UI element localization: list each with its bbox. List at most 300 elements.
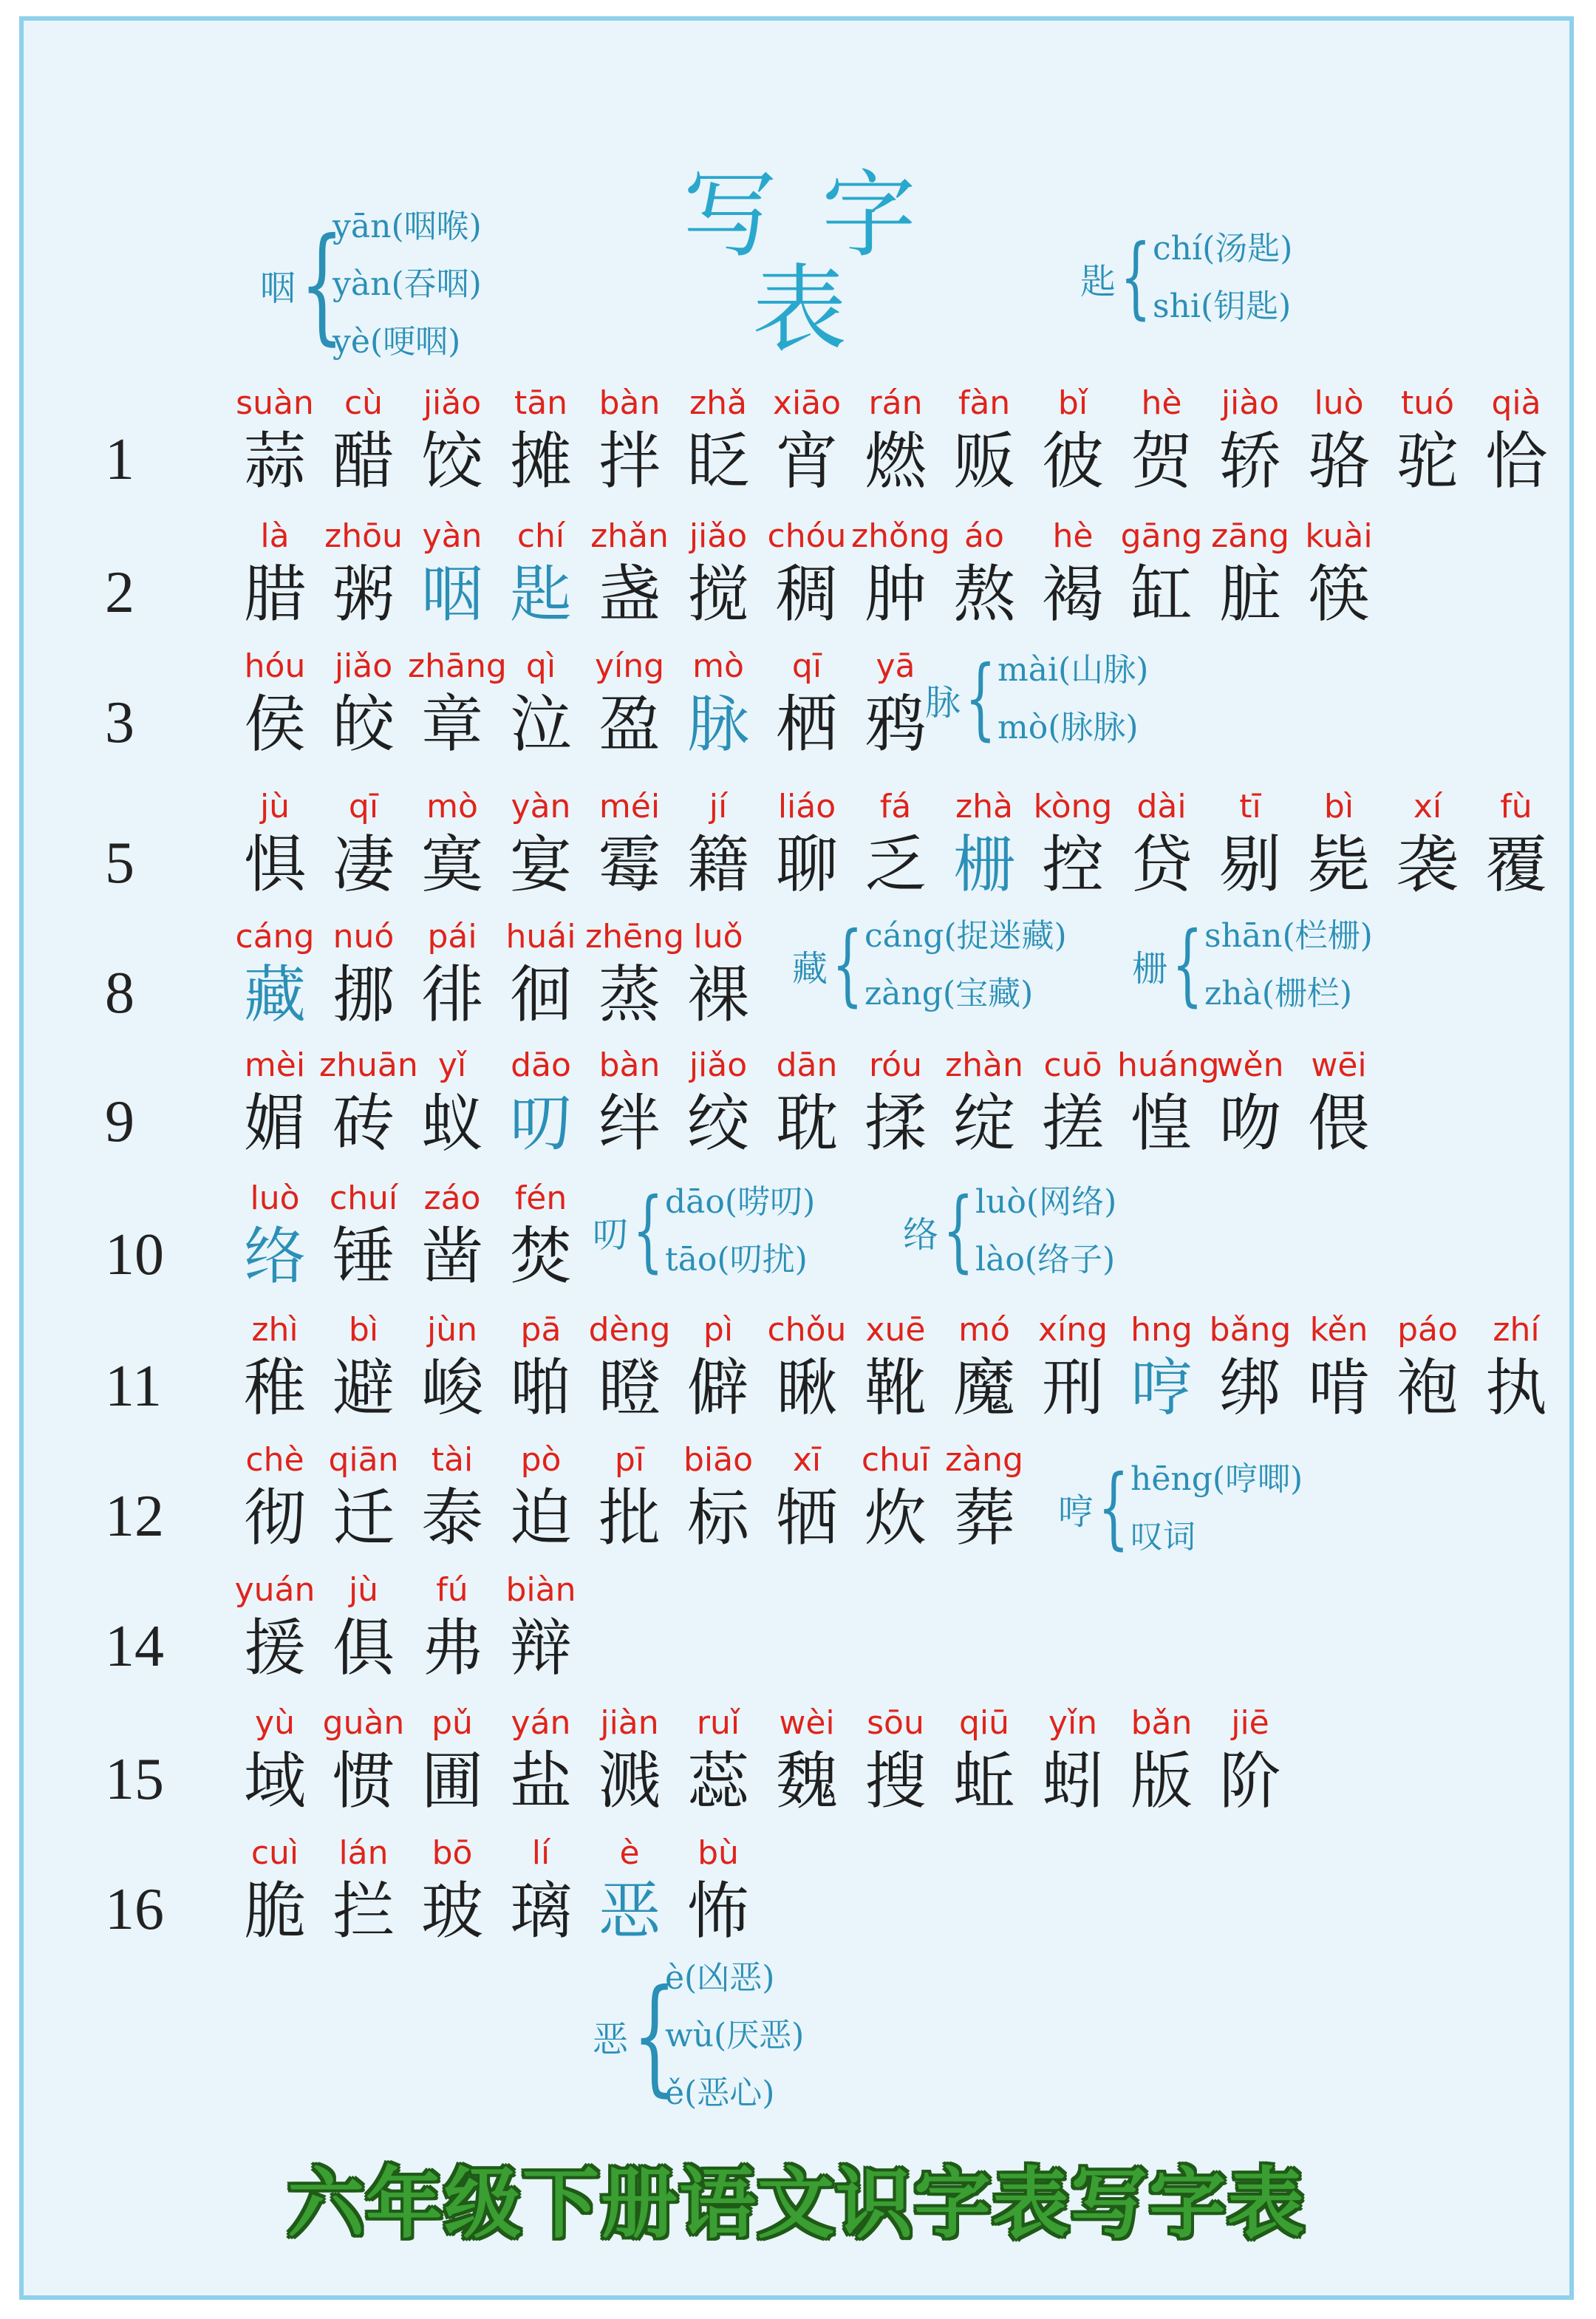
polyphone-note xyxy=(593,1174,815,1289)
char-cell xyxy=(231,916,319,1032)
char-cell xyxy=(497,516,585,631)
pinyin: bō xyxy=(432,1834,473,1872)
brace: { xyxy=(1120,226,1152,329)
hanzi: 迁 xyxy=(332,1482,395,1554)
hanzi: 惧 xyxy=(243,828,306,901)
pinyin: kòng xyxy=(1033,788,1113,825)
char-cell xyxy=(674,383,763,498)
char-cell xyxy=(851,1703,940,1818)
char-cell xyxy=(497,1178,585,1293)
pinyin: mó xyxy=(958,1311,1010,1349)
char-cell xyxy=(1472,786,1561,902)
pinyin: sōu xyxy=(867,1704,924,1742)
pinyin: tī xyxy=(1239,788,1261,825)
pinyin: kuài xyxy=(1305,517,1373,555)
polyphone-note xyxy=(593,1949,804,2122)
pinyin: tài xyxy=(431,1441,474,1479)
hanzi: 僻 xyxy=(686,1352,749,1424)
char-cell xyxy=(408,1570,497,1685)
pinyin: là xyxy=(260,517,290,555)
polyphone-char: 哼 xyxy=(1058,1491,1094,1533)
pinyin: fú xyxy=(436,1571,468,1609)
hanzi: 执 xyxy=(1484,1352,1547,1424)
char-cell xyxy=(408,1440,497,1555)
lesson-number: 9 xyxy=(105,1089,134,1154)
char-cell xyxy=(763,516,851,631)
pinyin: luò xyxy=(1314,384,1364,422)
hanzi: 蒸 xyxy=(598,958,661,1031)
char-cell xyxy=(1383,786,1472,902)
pinyin: bǎn xyxy=(1130,1704,1193,1742)
hanzi: 栅 xyxy=(952,828,1015,901)
char-cell xyxy=(1472,383,1561,498)
char-cell xyxy=(1117,1703,1206,1818)
hanzi: 避 xyxy=(332,1352,395,1424)
hanzi: 鸦 xyxy=(864,688,927,760)
char-cell xyxy=(497,1310,585,1425)
hanzi: 稚 xyxy=(243,1352,306,1424)
pinyin: huái xyxy=(505,918,576,956)
char-cell xyxy=(1472,1310,1561,1425)
pinyin: rán xyxy=(868,384,923,422)
polyphone-reading: shi(钥匙) xyxy=(1153,287,1292,325)
pinyin: suàn xyxy=(236,384,314,422)
lesson-number: 3 xyxy=(105,690,134,755)
hanzi: 阶 xyxy=(1218,1745,1281,1817)
hanzi: 剔 xyxy=(1218,828,1281,901)
hanzi: 霉 xyxy=(598,828,661,901)
pinyin: lán xyxy=(338,1834,389,1872)
pinyin: pò xyxy=(520,1441,562,1479)
char-cell xyxy=(231,1178,319,1293)
pinyin: bù xyxy=(698,1834,739,1872)
pinyin: xí xyxy=(1413,788,1442,825)
polyphone-reading: mò(脉脉) xyxy=(998,709,1139,746)
pinyin: áo xyxy=(964,517,1004,555)
polyphone-reading: tāo(叨扰) xyxy=(665,1241,808,1278)
char-cell xyxy=(585,1045,674,1160)
polyphone-reading: ě(恶心) xyxy=(665,2074,775,2112)
lesson-number: 16 xyxy=(105,1877,164,1942)
pinyin: chǒu xyxy=(767,1311,847,1349)
hanzi: 缸 xyxy=(1130,558,1193,630)
pinyin: yuán xyxy=(234,1571,316,1609)
char-cell xyxy=(851,1045,940,1160)
hanzi: 聊 xyxy=(775,828,838,901)
char-cell xyxy=(585,516,674,631)
char-cell xyxy=(497,916,585,1032)
char-cell xyxy=(319,1833,408,1948)
pinyin: jiǎo xyxy=(423,384,482,422)
char-cell xyxy=(674,516,763,631)
char-cell xyxy=(851,383,940,498)
hanzi: 瞅 xyxy=(775,1352,838,1424)
pinyin: róu xyxy=(869,1046,922,1084)
char-cell xyxy=(408,1703,497,1818)
char-cell xyxy=(231,383,319,498)
pinyin: chuí xyxy=(329,1179,398,1217)
hanzi: 凿 xyxy=(420,1220,483,1293)
polyphone-char: 栅 xyxy=(1132,947,1168,990)
hanzi: 筷 xyxy=(1307,558,1370,630)
hanzi: 络 xyxy=(243,1220,306,1293)
hanzi: 宵 xyxy=(775,425,838,497)
hanzi: 搓 xyxy=(1041,1087,1104,1160)
pinyin: cuì xyxy=(250,1834,299,1872)
polyphone-reading: lào(络子) xyxy=(975,1241,1116,1278)
pinyin: jiǎo xyxy=(334,647,393,685)
pinyin: yā xyxy=(876,647,915,685)
pinyin: fén xyxy=(514,1179,567,1217)
polyphone-reading: zhà(栅栏) xyxy=(1204,975,1353,1012)
lesson-number: 14 xyxy=(105,1614,164,1679)
char-cell xyxy=(1029,383,1117,498)
hanzi: 哼 xyxy=(1130,1352,1193,1424)
char-cell xyxy=(319,646,408,761)
pinyin: jù xyxy=(259,788,290,825)
pinyin: fá xyxy=(879,788,912,825)
pinyin: páo xyxy=(1397,1311,1458,1349)
char-cell xyxy=(940,1703,1029,1818)
pinyin: jù xyxy=(348,1571,379,1609)
hanzi: 蒜 xyxy=(243,425,306,497)
hanzi: 栖 xyxy=(775,688,838,760)
lesson-number: 5 xyxy=(105,831,134,896)
pinyin: hóu xyxy=(244,647,306,685)
char-cell xyxy=(231,786,319,902)
hanzi: 寞 xyxy=(420,828,483,901)
pinyin: pā xyxy=(520,1311,562,1349)
hanzi: 彻 xyxy=(243,1482,306,1554)
pinyin: xuē xyxy=(865,1311,926,1349)
char-cell xyxy=(497,383,585,498)
char-cell xyxy=(940,383,1029,498)
char-cell xyxy=(1206,1703,1295,1818)
char-cell xyxy=(497,1045,585,1160)
hanzi: 饺 xyxy=(420,425,483,497)
char-cell xyxy=(674,1440,763,1555)
pinyin: záo xyxy=(423,1179,481,1217)
hanzi: 徘 xyxy=(420,958,483,1031)
hanzi: 靴 xyxy=(864,1352,927,1424)
char-cell xyxy=(1206,383,1295,498)
hanzi: 覆 xyxy=(1484,828,1547,901)
char-cell xyxy=(408,1310,497,1425)
char-cell xyxy=(231,516,319,631)
char-cell xyxy=(408,1045,497,1160)
hanzi: 绑 xyxy=(1218,1352,1281,1424)
pinyin: bǎng xyxy=(1209,1311,1292,1349)
pinyin: qiān xyxy=(328,1441,399,1479)
polyphone-note xyxy=(792,907,1067,1023)
hanzi: 熬 xyxy=(952,558,1015,630)
hanzi: 贷 xyxy=(1130,828,1193,901)
pinyin: zhǒng xyxy=(851,517,950,555)
char-cell xyxy=(319,1440,408,1555)
pinyin: yíng xyxy=(594,647,665,685)
pinyin: zhǎn xyxy=(590,517,669,555)
hanzi: 咽 xyxy=(420,558,483,630)
hanzi: 脉 xyxy=(686,688,749,760)
char-cell xyxy=(319,1045,418,1160)
pinyin: qì xyxy=(525,647,556,685)
pinyin: cáng xyxy=(235,918,315,956)
hanzi: 侯 xyxy=(243,688,306,760)
hanzi: 褐 xyxy=(1041,558,1104,630)
char-cell xyxy=(231,1310,319,1425)
char-cell xyxy=(1117,383,1206,498)
char-cell xyxy=(231,646,319,761)
char-cell xyxy=(1295,516,1383,631)
char-cell xyxy=(763,1440,851,1555)
pinyin: liáo xyxy=(777,788,836,825)
char-cell xyxy=(674,916,763,1032)
polyphone-note xyxy=(925,641,1148,757)
char-cell xyxy=(940,1045,1029,1160)
pinyin: ruǐ xyxy=(696,1704,740,1742)
char-cell xyxy=(585,1310,674,1425)
char-cell xyxy=(1383,383,1472,498)
footer-banner: 六年级下册语文识字表写字表 xyxy=(287,2159,1306,2249)
pinyin: hè xyxy=(1052,517,1094,555)
char-cell xyxy=(1117,786,1206,902)
hanzi: 恰 xyxy=(1484,425,1547,497)
polyphone-char: 叨 xyxy=(593,1213,629,1256)
polyphone-reading: mài(山脉) xyxy=(998,651,1149,689)
pinyin: zhāng xyxy=(408,647,507,685)
polyphone-reading: è(凶恶) xyxy=(665,1959,775,1997)
lesson-number: 1 xyxy=(105,427,134,492)
pinyin: qiū xyxy=(958,1704,1010,1742)
pinyin: dān xyxy=(776,1046,838,1084)
hanzi: 峻 xyxy=(420,1352,483,1424)
pinyin: zhàn xyxy=(945,1046,1023,1084)
pinyin: yàn xyxy=(511,788,571,825)
pinyin: gāng xyxy=(1120,517,1203,555)
char-cell xyxy=(408,916,497,1032)
char-cell xyxy=(1029,1310,1117,1425)
pinyin: bàn xyxy=(598,384,661,422)
pinyin: huáng xyxy=(1117,1046,1220,1084)
hanzi: 裸 xyxy=(686,958,749,1031)
hanzi: 璃 xyxy=(509,1875,572,1947)
pinyin: mò xyxy=(692,647,744,685)
vocab-sheet xyxy=(19,16,1574,2300)
hanzi: 揉 xyxy=(864,1087,927,1160)
hanzi: 轿 xyxy=(1218,425,1281,497)
char-cell xyxy=(1029,1045,1117,1160)
pinyin: cuō xyxy=(1043,1046,1102,1084)
hanzi: 惯 xyxy=(332,1745,395,1817)
char-cell xyxy=(1117,1310,1206,1425)
pinyin: zhuān xyxy=(319,1046,418,1084)
hanzi: 焚 xyxy=(509,1220,572,1293)
hanzi: 袍 xyxy=(1396,1352,1459,1424)
pinyin: wěn xyxy=(1216,1046,1284,1084)
pinyin: bì xyxy=(1323,788,1354,825)
polyphone-char: 络 xyxy=(903,1213,939,1256)
hanzi: 蚁 xyxy=(420,1087,483,1160)
pinyin: yǐn xyxy=(1048,1704,1098,1742)
polyphone-reading: cáng(捉迷藏) xyxy=(864,917,1067,955)
char-cell xyxy=(1206,516,1295,631)
lesson-number: 15 xyxy=(105,1747,164,1812)
hanzi: 醋 xyxy=(332,425,395,497)
hanzi: 瞪 xyxy=(598,1352,661,1424)
hanzi: 盏 xyxy=(598,558,661,630)
hanzi: 叨 xyxy=(509,1087,572,1160)
brace: { xyxy=(1172,913,1204,1016)
hanzi: 摊 xyxy=(509,425,572,497)
char-cell xyxy=(1295,1310,1383,1425)
hanzi: 挪 xyxy=(332,958,395,1031)
hanzi: 乏 xyxy=(864,828,927,901)
hanzi: 怖 xyxy=(686,1875,749,1947)
char-cell xyxy=(674,1310,763,1425)
hanzi: 贺 xyxy=(1130,425,1193,497)
polyphone-char: 藏 xyxy=(792,947,828,990)
hanzi: 皎 xyxy=(332,688,395,760)
hanzi: 圃 xyxy=(420,1745,483,1817)
hanzi: 葬 xyxy=(952,1482,1015,1554)
hanzi: 耽 xyxy=(775,1087,838,1160)
char-cell xyxy=(851,1310,940,1425)
char-cell xyxy=(851,516,950,631)
polyphone-reading: chí(汤匙) xyxy=(1153,230,1293,268)
hanzi: 稠 xyxy=(775,558,838,630)
char-cell xyxy=(408,516,497,631)
hanzi: 蚓 xyxy=(1041,1745,1104,1817)
pinyin: yàn xyxy=(422,517,482,555)
char-cell xyxy=(319,1703,408,1818)
pinyin: cù xyxy=(344,384,383,422)
hanzi: 弗 xyxy=(420,1612,483,1684)
hanzi: 批 xyxy=(598,1482,661,1554)
char-cell xyxy=(231,1570,319,1685)
pinyin: qià xyxy=(1491,384,1541,422)
char-cell xyxy=(1117,1045,1220,1160)
brace: { xyxy=(1098,1457,1130,1559)
char-cell xyxy=(231,1045,319,1160)
char-cell xyxy=(231,1703,319,1818)
pinyin: méi xyxy=(598,788,661,825)
hanzi: 牺 xyxy=(775,1482,838,1554)
lesson-number: 8 xyxy=(105,961,134,1026)
char-cell xyxy=(763,646,851,761)
char-cell xyxy=(319,383,408,498)
pinyin: jiǎo xyxy=(689,517,748,555)
hanzi: 搅 xyxy=(686,558,749,630)
pinyin: jí xyxy=(709,788,728,825)
polyphone-char: 咽 xyxy=(260,267,296,309)
pinyin: dāo xyxy=(511,1046,571,1084)
char-cell xyxy=(585,1440,674,1555)
char-cell xyxy=(1295,1045,1383,1160)
pinyin: mèi xyxy=(244,1046,306,1084)
char-cell xyxy=(851,1440,940,1555)
pinyin: zhì xyxy=(251,1311,299,1349)
hanzi: 脆 xyxy=(243,1875,306,1947)
pinyin: bì xyxy=(348,1311,379,1349)
char-cell xyxy=(497,1440,585,1555)
pinyin: biàn xyxy=(505,1571,576,1609)
pinyin: fù xyxy=(1500,788,1532,825)
char-cell xyxy=(763,1310,851,1425)
polyphone-note xyxy=(903,1174,1116,1289)
hanzi: 惶 xyxy=(1130,1087,1193,1160)
char-cell xyxy=(1206,786,1295,902)
pinyin: zhà xyxy=(955,788,1013,825)
char-cell xyxy=(319,786,408,902)
pinyin: yǐ xyxy=(437,1046,467,1084)
pinyin: chí xyxy=(516,517,565,555)
pinyin: è xyxy=(619,1834,640,1872)
char-cell xyxy=(408,1833,497,1948)
brace: { xyxy=(832,913,864,1016)
char-cell xyxy=(940,1310,1029,1425)
char-cell xyxy=(497,1570,585,1685)
lesson-number: 11 xyxy=(105,1354,163,1419)
pinyin: zāng xyxy=(1211,517,1289,555)
char-cell xyxy=(674,1833,763,1948)
polyphone-reading: luò(网络) xyxy=(975,1183,1117,1221)
char-cell xyxy=(1029,1703,1117,1818)
hanzi: 绞 xyxy=(686,1087,749,1160)
pinyin: hè xyxy=(1141,384,1182,422)
pinyin: pì xyxy=(703,1311,734,1349)
pinyin: luǒ xyxy=(693,918,743,956)
polyphone-reading: shān(栏栅) xyxy=(1204,917,1373,955)
hanzi: 肿 xyxy=(864,558,927,630)
char-cell xyxy=(940,786,1029,902)
hanzi: 泰 xyxy=(420,1482,483,1554)
pinyin: mò xyxy=(426,788,478,825)
char-cell xyxy=(585,1703,674,1818)
pinyin: jiào xyxy=(1221,384,1280,422)
char-cell xyxy=(319,516,408,631)
hanzi: 腊 xyxy=(243,558,306,630)
brace: { xyxy=(632,1179,664,1282)
hanzi: 啃 xyxy=(1307,1352,1370,1424)
hanzi: 袭 xyxy=(1396,828,1459,901)
lesson-number: 12 xyxy=(105,1484,164,1549)
pinyin: zhēng xyxy=(585,918,684,956)
char-cell xyxy=(497,646,585,761)
pinyin: xíng xyxy=(1037,1311,1108,1349)
char-cell xyxy=(231,1833,319,1948)
pinyin: luò xyxy=(250,1179,300,1217)
char-cell xyxy=(408,383,497,498)
hanzi: 章 xyxy=(420,688,483,760)
pinyin: wēi xyxy=(1311,1046,1367,1084)
hanzi: 籍 xyxy=(686,828,749,901)
char-cell xyxy=(1295,786,1383,902)
page-title: 写字表 xyxy=(682,160,961,365)
hanzi: 脏 xyxy=(1218,558,1281,630)
hanzi: 啪 xyxy=(509,1352,572,1424)
brace: { xyxy=(300,211,344,358)
polyphone-reading: yān(咽喉) xyxy=(332,208,482,245)
hanzi: 蚯 xyxy=(952,1745,1015,1817)
pinyin: chóu xyxy=(767,517,847,555)
polyphone-note xyxy=(260,198,482,371)
hanzi: 迫 xyxy=(509,1482,572,1554)
char-cell xyxy=(1029,516,1117,631)
char-cell xyxy=(674,1703,763,1818)
pinyin: jiē xyxy=(1231,1704,1269,1742)
char-cell xyxy=(1117,516,1206,631)
hanzi: 毙 xyxy=(1307,828,1370,901)
